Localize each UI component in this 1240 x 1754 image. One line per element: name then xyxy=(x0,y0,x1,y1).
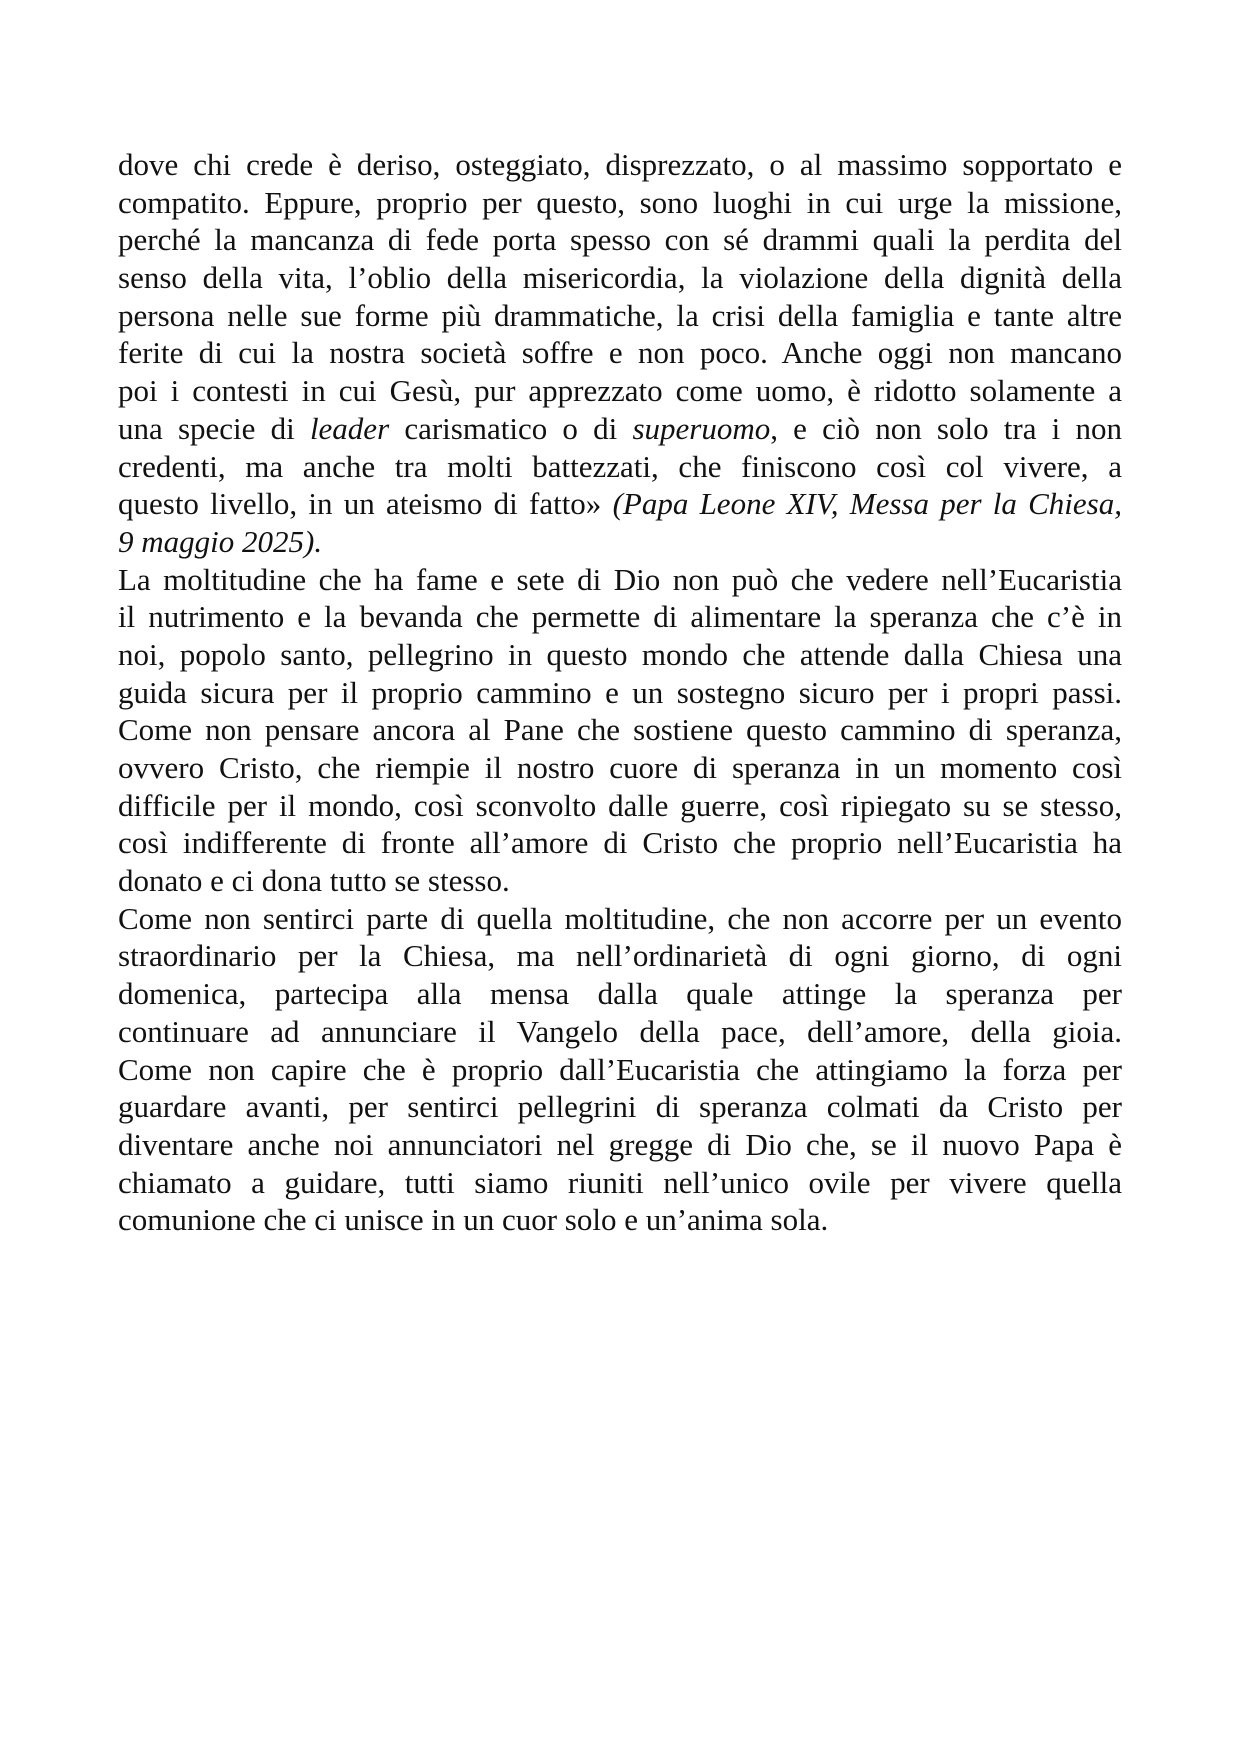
text-line xyxy=(118,1201,1122,1239)
text-run: credenti, ma anche tra molti battezzati, che finiscono così col vivere, a xyxy=(118,448,1122,484)
text-run: continuare ad annunciare il Vangelo della pace, dell’amore, della gioia. xyxy=(118,1013,1122,1049)
text-line xyxy=(118,297,1122,335)
italic-text: leader xyxy=(309,410,390,446)
text-line xyxy=(118,372,1122,410)
text-line xyxy=(118,184,1122,222)
italic-text: 9 maggio 2025). xyxy=(118,523,323,559)
text-run: compatito. Eppure, proprio per questo, sono luoghi in cui urge la missione, xyxy=(118,184,1122,220)
text-line xyxy=(118,937,1122,975)
text-run: così indifferente di fronte all’amore di Cristo che proprio nell’Eucaristia ha xyxy=(118,825,1122,861)
text-line xyxy=(118,485,1122,523)
text-line xyxy=(118,1164,1122,1202)
body-text xyxy=(118,146,1122,1239)
text-run: persona nelle sue forme più drammatiche, la crisi della famiglia e tante altre xyxy=(118,297,1122,333)
italic-text: (Papa Leone XIV, Messa per la Chiesa, xyxy=(612,486,1122,522)
text-run: straordinario per la Chiesa, ma nell’ordinarietà di ogni giorno, di ogni xyxy=(118,938,1122,974)
text-line xyxy=(118,334,1122,372)
text-run: senso della vita, l’oblio della misericordia, la violazione della dignità della xyxy=(118,260,1122,296)
text-run: il nutrimento e la bevanda che permette di alimentare la speranza che c’è in xyxy=(118,599,1122,635)
text-run: , e ciò non solo tra i non xyxy=(770,410,1122,446)
text-run: poi i contesti in cui Gesù, pur apprezzato come uomo, è ridotto solamente a xyxy=(118,373,1122,409)
text-run: comunione che ci unisce in un cuor solo e un’anima sola. xyxy=(118,1202,829,1238)
text-run: chiamato a guidare, tutti siamo riuniti nell’unico ovile per vivere quella xyxy=(118,1164,1122,1200)
text-line xyxy=(118,146,1122,184)
text-line xyxy=(118,1088,1122,1126)
text-run: ovvero Cristo, che riempie il nostro cuore di speranza in un momento così xyxy=(118,750,1122,785)
text-line xyxy=(118,1051,1122,1089)
text-run: dove chi crede è deriso, osteggiato, disprezzato, o al massimo sopportato e xyxy=(118,147,1122,182)
text-line xyxy=(118,711,1122,749)
text-run: ferite di cui la nostra società soffre e non poco. Anche oggi non mancano xyxy=(118,335,1122,371)
text-line xyxy=(118,900,1122,938)
text-line xyxy=(118,410,1122,448)
text-line xyxy=(118,561,1122,599)
text-run: difficile per il mondo, così sconvolto dalle guerre, così ripiegato su se stesso, xyxy=(118,787,1122,823)
text-run: domenica, partecipa alla mensa dalla quale attinge la speranza per xyxy=(118,976,1122,1012)
text-run: Come non capire che è proprio dall’Eucaristia che attingiamo la forza per xyxy=(118,1051,1122,1087)
italic-text: superuomo xyxy=(632,410,771,446)
text-line xyxy=(118,259,1122,297)
text-run: Come non sentirci parte di quella moltitudine, che non accorre per un evento xyxy=(118,900,1122,936)
text-line xyxy=(118,1126,1122,1164)
text-line xyxy=(118,862,1122,900)
text-run: diventare anche noi annunciatori nel gregge di Dio che, se il nuovo Papa è xyxy=(118,1126,1122,1162)
text-line xyxy=(118,598,1122,636)
text-run: guardare avanti, per sentirci pellegrini di speranza colmati da Cristo per xyxy=(118,1089,1122,1125)
text-run: questo livello, in un ateismo di fatto» xyxy=(118,486,613,522)
text-line xyxy=(118,221,1122,259)
text-line xyxy=(118,448,1122,486)
text-line xyxy=(118,975,1122,1013)
text-run: una specie di xyxy=(118,410,310,446)
text-line xyxy=(118,749,1122,787)
text-line xyxy=(118,787,1122,825)
text-run: Come non pensare ancora al Pane che sostiene questo cammino di speranza, xyxy=(118,712,1122,748)
text-run: carismatico o di xyxy=(389,410,633,446)
text-line xyxy=(118,674,1122,712)
text-line xyxy=(118,824,1122,862)
text-line xyxy=(118,1013,1122,1051)
text-line xyxy=(118,636,1122,674)
text-line xyxy=(118,523,1122,561)
text-run: guida sicura per il proprio cammino e un sostegno sicuro per i propri passi. xyxy=(118,674,1122,710)
text-run: La moltitudine che ha fame e sete di Dio non può che vedere nell’Eucaristia xyxy=(118,561,1122,597)
text-run: perché la mancanza di fede porta spesso con sé drammi quali la perdita del xyxy=(118,222,1122,258)
text-run: donato e ci dona tutto se stesso. xyxy=(118,863,510,899)
text-run: noi, popolo santo, pellegrino in questo mondo che attende dalla Chiesa una xyxy=(118,636,1122,672)
